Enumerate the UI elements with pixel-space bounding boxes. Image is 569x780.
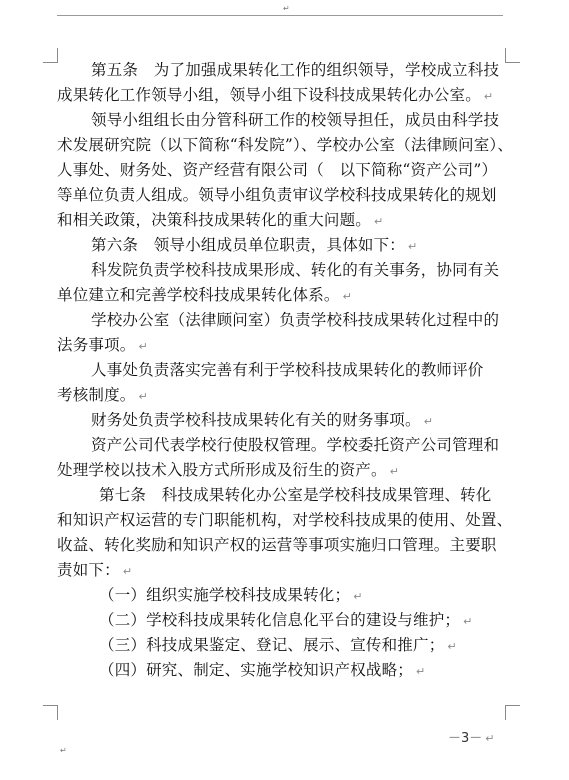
text-line xyxy=(57,510,512,530)
text-line xyxy=(57,135,513,155)
line-text: 考核制度。 xyxy=(57,386,136,404)
text-line xyxy=(57,210,383,232)
text-line xyxy=(57,410,433,432)
line-text: 科发院负责学校科技成果形成、转化的有关事务，协同有关 xyxy=(91,261,500,279)
text-line xyxy=(57,635,457,657)
text-line xyxy=(57,235,417,257)
line-text: 单位建立和完善学校科技成果转化体系。 xyxy=(57,286,340,304)
text-line xyxy=(57,260,499,280)
line-text: 领导小组组长由分管科研工作的校领导担任，成员由科学技 xyxy=(91,111,500,129)
text-line xyxy=(57,535,497,555)
crop-mark-top-right xyxy=(505,48,520,63)
line-text: 第五条 为了加强成果转化工作的组织领导，学校成立科技 xyxy=(91,61,500,79)
paragraph-mark: ↵ xyxy=(483,90,494,103)
text-line xyxy=(57,285,352,307)
text-line xyxy=(57,360,484,380)
line-text: 资产公司代表学校行使股权管理。学校委托资产公司管理和 xyxy=(91,436,500,454)
header-paragraph-mark: ↵ xyxy=(283,4,290,13)
line-text: （一）组织实施学校科技成果转化； xyxy=(99,586,351,604)
text-line xyxy=(57,85,493,107)
paragraph-mark: ↵ xyxy=(416,665,426,678)
paragraph-mark: ↵ xyxy=(122,565,133,578)
text-line xyxy=(57,560,132,582)
paragraph-mark: ↵ xyxy=(353,590,363,603)
text-line xyxy=(57,310,499,330)
page-number-text: －3－ xyxy=(448,731,483,746)
paragraph-mark: ↵ xyxy=(342,290,353,303)
line-text: 和相关政策，决策科技成果转化的重大问题。 xyxy=(57,211,372,229)
line-text: 人事处负责落实完善有利于学校科技成果转化的教师评价 xyxy=(91,361,484,379)
line-text: 财务处负责学校科技成果转化有关的财务事项。 xyxy=(91,411,421,429)
line-text: 第七条 科技成果转化办公室是学校科技成果管理、转化 xyxy=(99,486,492,504)
line-text: 和知识产权运营的专门职能机构，对学校科技成果的使用、处置、 xyxy=(57,511,513,529)
line-text: 术发展研究院（以下简称“科发院”）、学校办公室（法律顾问室）、 xyxy=(57,136,514,154)
text-line xyxy=(57,460,399,482)
paragraph-mark: ↵ xyxy=(389,465,400,478)
line-text: 第六条 领导小组成员单位职责，具体如下： xyxy=(91,236,406,254)
crop-mark-top-left xyxy=(43,48,58,63)
text-line xyxy=(57,610,473,632)
paragraph-mark: ↵ xyxy=(447,640,457,653)
text-line xyxy=(57,335,148,357)
line-text: 学校办公室（法律顾问室）负责学校科技成果转化过程中的 xyxy=(91,311,500,329)
bottom-paragraph-mark: ↵ xyxy=(60,746,67,755)
text-line xyxy=(57,485,492,505)
paragraph-mark: ↵ xyxy=(423,415,434,428)
line-text: （三）科技成果鉴定、登记、展示、宣传和推广； xyxy=(99,636,445,654)
page-number xyxy=(448,727,495,746)
text-line xyxy=(57,385,148,407)
line-text: （二）学校科技成果转化信息化平台的建设与维护； xyxy=(99,611,461,629)
header-rule xyxy=(57,15,503,16)
line-text: 法务事项。 xyxy=(57,336,136,354)
text-line xyxy=(57,185,497,205)
line-text: 处理学校以技术入股方式所形成及衍生的资产。 xyxy=(57,461,387,479)
text-line xyxy=(57,435,499,455)
line-text: 人事处、财务处、资产经营有限公司（ 以下简称“资产公司”） xyxy=(57,161,498,179)
paragraph-mark: ↵ xyxy=(374,215,384,228)
line-text: 成果转化工作领导小组，领导小组下设科技成果转化办公室。 xyxy=(57,86,481,104)
paragraph-mark: ↵ xyxy=(138,340,148,353)
paragraph-mark: ↵ xyxy=(138,390,148,403)
text-line xyxy=(57,660,425,682)
text-line xyxy=(57,160,497,180)
text-line xyxy=(57,60,499,80)
line-text: 收益、转化奖励和知识产权的运营等事项实施归口管理。主要职 xyxy=(57,536,497,554)
line-text: 等单位负责人组成。领导小组负责审议学校科技成果转化的规划 xyxy=(57,186,497,204)
line-text: 责如下： xyxy=(57,561,120,579)
line-text: （四）研究、制定、实施学校知识产权战略； xyxy=(99,661,414,679)
footer-paragraph-mark: ↵ xyxy=(485,732,495,745)
crop-mark-bottom-right xyxy=(505,705,520,720)
text-line xyxy=(57,585,363,607)
paragraph-mark: ↵ xyxy=(408,240,418,253)
crop-mark-bottom-left xyxy=(43,705,58,720)
paragraph-mark: ↵ xyxy=(463,615,473,628)
text-line xyxy=(57,110,499,130)
